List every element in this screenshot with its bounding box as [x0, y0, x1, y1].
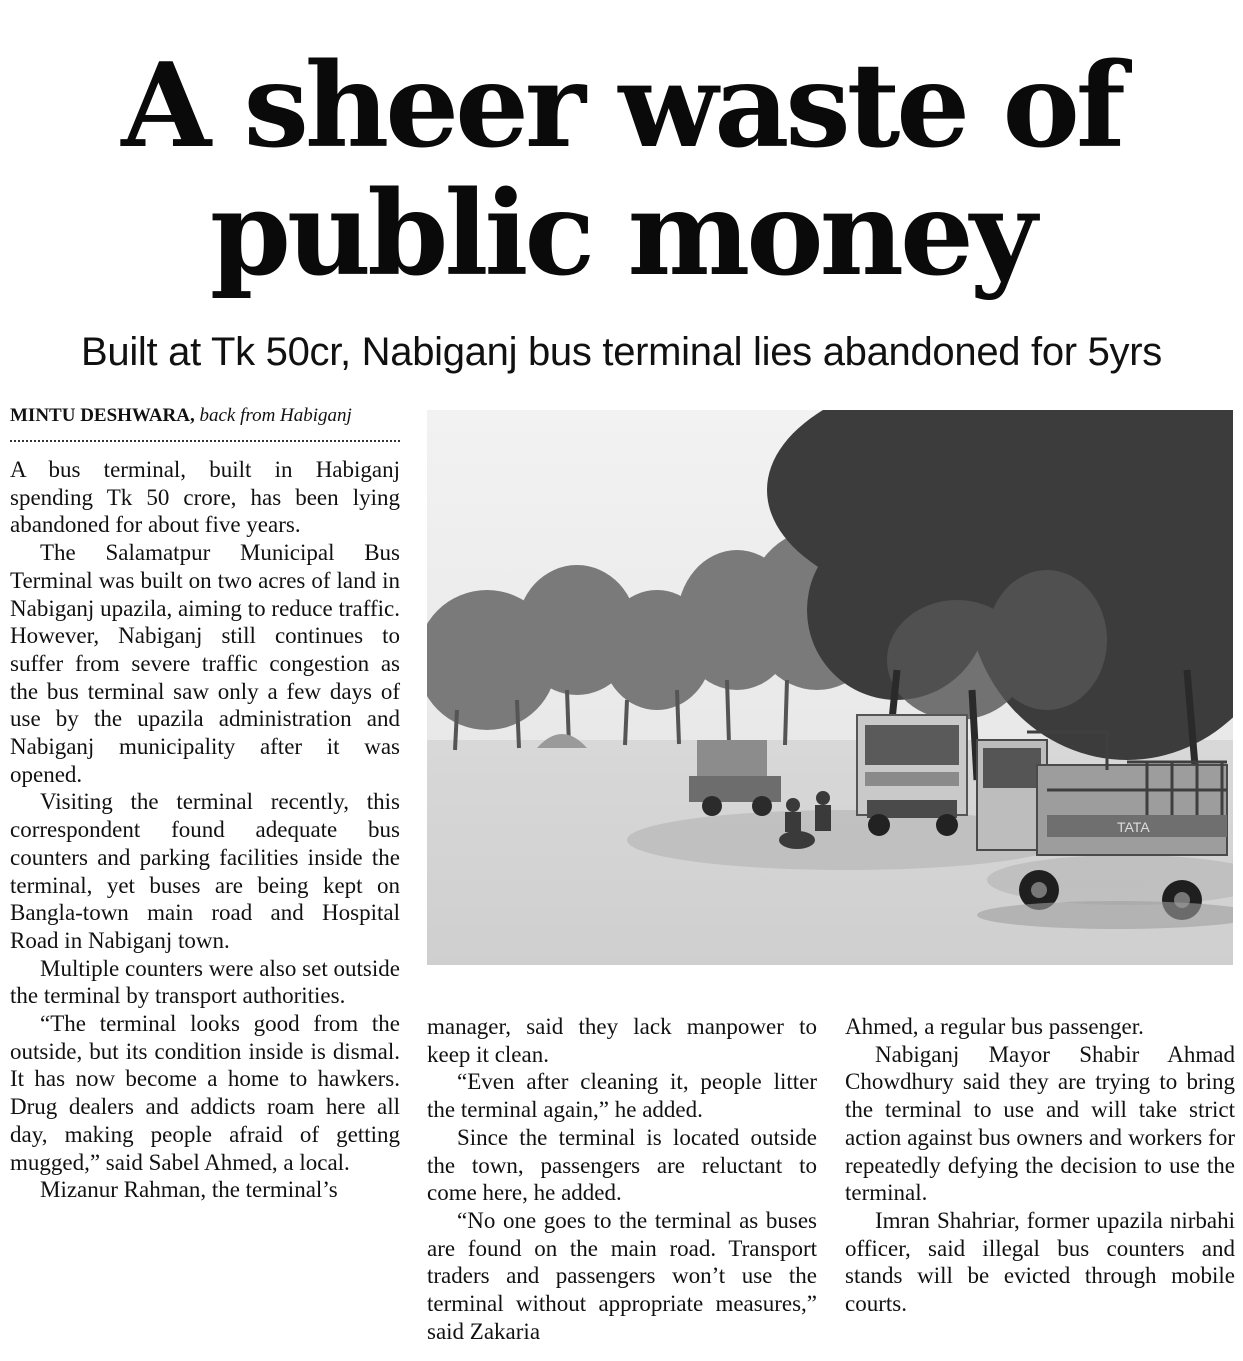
article-photo [427, 410, 1233, 965]
byline-divider [10, 440, 400, 442]
headline-line-1: A sheer waste of [121, 38, 1122, 174]
paragraph: Ahmed, a regular bus passenger. [845, 1014, 1144, 1039]
paragraph: Multiple counters were also set outside the terminal by transport authorities. [10, 955, 400, 1009]
paragraph: Imran Shahriar, former upazila nirbahi officer, said illegal bus counters and stands will be evicted through mobile courts. [845, 1207, 1235, 1317]
paragraph: A bus terminal, built in Habiganj spending Tk 50 crore, has been lying abandoned for about five years. [10, 457, 400, 538]
truck-plate-text: TATA [1117, 819, 1150, 835]
byline-dateline: back from Habiganj [199, 405, 352, 426]
paragraph: Visiting the terminal recently, this correspondent found adequate bus counters and parking facilities inside the terminal, yet buses are being kept on Bangla-town main road and Hospital Road in Nabiganj town. [10, 789, 400, 953]
paragraph: The Salamatpur Municipal Bus Terminal was built on two acres of land in Nabiganj upazila, aiming to reduce traffic. However, Nabiganj still continues to suffer from severe traffic congestion as the bus terminal saw only a few days of use by the upazila administration and Nabiganj municipality after it was opened. [10, 540, 400, 787]
article-column-3 [845, 1013, 1235, 1318]
article-column-2 [427, 1013, 817, 1345]
headline-line-2: public money [209, 166, 1034, 302]
byline-author: MINTU DESHWARA, [10, 405, 195, 426]
paragraph: “The terminal looks good from the outside, but its condition inside is dismal. It has now become a home to hawkers. Drug dealers and addicts roam here all day, making people afraid of getting mugged,” said Sabel Ahmed, a local. [10, 1011, 400, 1175]
article-column-1 [10, 456, 400, 1204]
paragraph: Since the terminal is located outside the town, passengers are reluctant to come here, he added. [427, 1124, 817, 1206]
paragraph: Nabiganj Mayor Shabir Ahmad Chowdhury said they are trying to bring the terminal to use and will take strict action against bus owners and workers for repeatedly defying the decision to use the terminal. [845, 1041, 1235, 1206]
byline [10, 404, 400, 428]
headline [0, 38, 1243, 302]
paragraph: manager, said they lack manpower to keep it clean. [427, 1014, 817, 1067]
subheadline: Built at Tk 50cr, Nabiganj bus terminal lies abandoned for 5yrs [81, 330, 1162, 374]
paragraph: Mizanur Rahman, the terminal’s [40, 1177, 338, 1203]
paragraph: “No one goes to the terminal as buses are found on the main road. Transport traders and passengers won’t use the terminal without appropriate measures,” said Zakaria [427, 1207, 817, 1344]
bus-terminal-photo [427, 410, 1233, 965]
paragraph: “Even after cleaning it, people litter the terminal again,” he added. [427, 1069, 817, 1123]
